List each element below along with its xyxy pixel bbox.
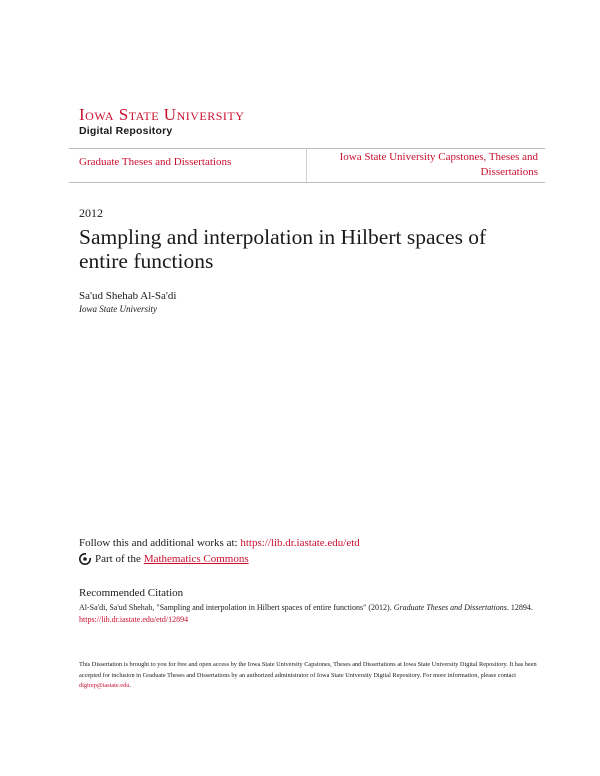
footer-text: This Dissertation is brought to you for free and open access by the Iowa State University Capstones, Theses and Dissertations at Iowa State University Digital Repository. It has been accepted for inclusion in Graduate Theses and Dissertations by an authorized administrator of Iowa State University Digital Repository. For more information, please contact xyxy=(79,661,537,679)
citation-journal: Graduate Theses and Dissertations xyxy=(393,603,507,612)
follow-line xyxy=(79,537,360,549)
logo-subtitle: Digital Repository xyxy=(79,125,173,137)
publication-year: 2012 xyxy=(79,206,103,220)
author-name: Sa'ud Shehab Al-Sa'di xyxy=(79,290,177,302)
citation-issue: . 12894. xyxy=(506,603,533,612)
recommended-citation-heading: Recommended Citation xyxy=(79,587,184,599)
graduate-theses-link[interactable]: Graduate Theses and Dissertations xyxy=(79,156,232,168)
follow-label: Follow this and additional works at: xyxy=(79,537,241,549)
header-rule-bottom xyxy=(69,182,545,183)
header-divider xyxy=(306,149,307,182)
etd-link[interactable]: https://lib.dr.iastate.edu/etd xyxy=(240,537,360,549)
capstones-link[interactable]: Iowa State University Capstones, Theses and Dissertations xyxy=(339,151,538,178)
author-affiliation: Iowa State University xyxy=(79,304,157,314)
footer-end: . xyxy=(129,682,131,689)
part-of-line xyxy=(79,553,249,565)
open-access-icon xyxy=(79,553,91,565)
footer-notice xyxy=(79,660,541,692)
mathematics-commons-link[interactable]: Mathematics Commons xyxy=(143,553,249,565)
university-logo xyxy=(79,106,244,137)
citation-url-link[interactable]: https://lib.dr.iastate.edu/etd/12894 xyxy=(79,615,189,624)
citation-block xyxy=(79,602,539,626)
contact-email-link[interactable]: digirep@iastate.edu xyxy=(79,682,130,689)
citation-text: Al-Sa'di, Sa'ud Shehab, "Sampling and interpolation in Hilbert spaces of entire functions" (2012). xyxy=(79,603,394,612)
header-rule-top xyxy=(69,148,545,149)
logo-wordmark: Iowa State University xyxy=(79,105,245,124)
part-of-label: Part of the xyxy=(95,553,141,565)
document-title: Sampling and interpolation in Hilbert spaces of entire functions xyxy=(79,225,487,273)
